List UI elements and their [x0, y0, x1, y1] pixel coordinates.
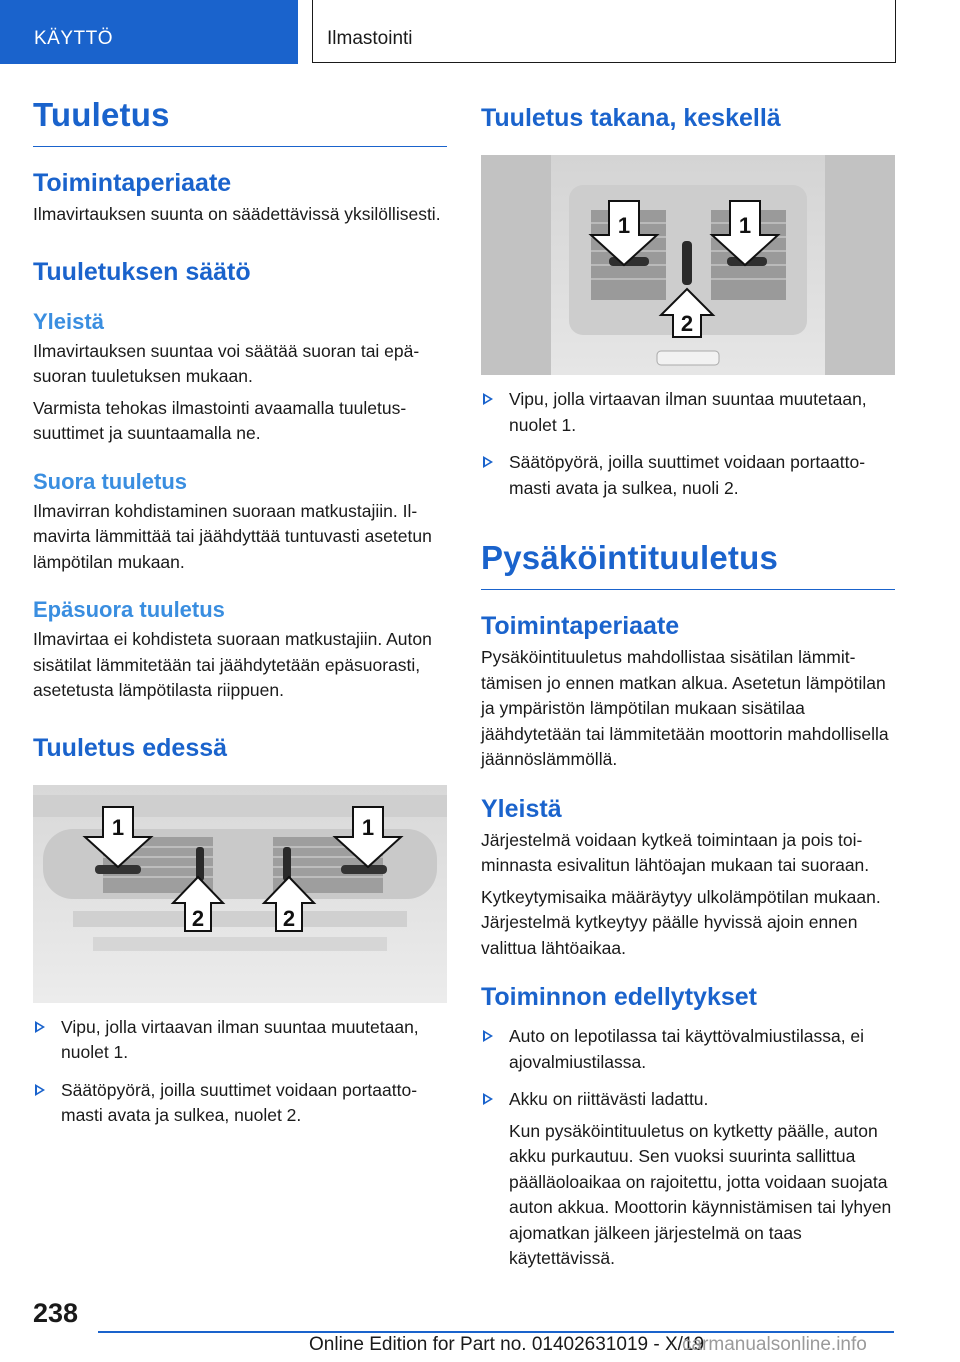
control-row [93, 937, 387, 951]
page-title-tuuletus: Tuuletus [33, 96, 447, 147]
chapter-label: KÄYTTÖ [34, 28, 114, 49]
seat-right [825, 155, 895, 375]
triangle-bullet-icon [483, 456, 493, 468]
page-number: 238 [33, 1298, 79, 1328]
heading-direct: Suora tuuletus [33, 468, 188, 494]
wheel-left [196, 847, 204, 881]
heading-right-general: Yleistä [481, 794, 562, 823]
rear-vents-list [481, 387, 895, 501]
footer-watermark: carmanualsonline.info [682, 1334, 867, 1355]
wheel-right [283, 847, 291, 881]
right-general-text-2: Kytkeytymisaika määräytyy ulkolämpötilan mukaan. Järjestelmä kytkeytyy päälle hyvissä ajoin ennen valittua lähtöaikaa. [481, 886, 881, 958]
list-item: Akku on riittävästi ladattu. Kun pysäköintituuletus on kytketty päälle, auton akku purkautuu. Sen vuoksi suurinta sallittua päälläoloaikaa on rajoitettu, jotta voidaan suojata auton akkua. Moottorin käynnistämisen tai lyhyen ajomatkan jälkeen järjestelmä on taas käytettävissä. [481, 1087, 895, 1272]
principle-text: Ilmavirtauksen suunta on säädettävissä yksilöllisesti. [33, 204, 441, 224]
triangle-bullet-icon [483, 1093, 493, 1105]
callout-2-right: 2 [282, 905, 296, 931]
section-tab [312, 0, 896, 63]
list-item: Vipu, jolla virtaavan ilman suuntaa muutetaan, nuolet 1. [481, 387, 895, 438]
chapter-tab [0, 0, 298, 64]
callout-2-left: 2 [191, 905, 205, 931]
seat-left [481, 155, 551, 375]
triangle-bullet-icon [483, 1030, 493, 1042]
triangle-bullet-icon [35, 1084, 45, 1096]
lever-right [341, 865, 387, 874]
heading-principle: Toimintaperiaate [33, 169, 232, 197]
triangle-bullet-icon [483, 393, 493, 405]
rear-socket [657, 351, 719, 365]
heading-indirect: Epäsuora tuuletus [33, 597, 225, 622]
heading-right-principle: Toimintaperiaate [481, 612, 680, 640]
page-title-pysakointituuletus: Pysäköintituuletus [481, 539, 895, 590]
rear-callout-2: 2 [680, 311, 694, 336]
rear-callout-1-left: 1 [617, 213, 631, 238]
button-row [73, 911, 407, 927]
rear-vents-figure [481, 155, 895, 375]
footer-rule [98, 1331, 894, 1333]
front-vents-list [33, 1015, 447, 1129]
dash-top [33, 795, 447, 817]
indirect-text: Ilmavirtaa ei kohdisteta suoraan matkustajiin. Auton sisätilat lämmitetään tai jäähdytetään epäsuorasti, asetetusta lämpötilasta riippuen. [33, 629, 432, 700]
right-principle-text: Pysäköintituuletus mahdollistaa sisätilan lämmittämisen jo ennen matkan alkua. Asetetun lämpötilan ja ympäristön lämpötilan mukaan sisätilaa jäähdytetään tai lämmitetään moottorin mahdollisella jäännöslämmöllä. [481, 647, 889, 769]
callout-1-left: 1 [111, 814, 125, 840]
list-item: Vipu, jolla virtaavan ilman suuntaa muutetaan, nuolet 1. [33, 1015, 447, 1066]
heading-adjust: Tuuletuksen säätö [33, 257, 251, 286]
footer-edition: Online Edition for Part no. 01402631019 - X/19 [309, 1334, 705, 1355]
heading-rear-vents: Tuuletus takana, keskellä [481, 104, 781, 132]
heading-general: Yleistä [33, 308, 104, 334]
heading-front-vents: Tuuletus edessä [33, 733, 228, 762]
callout-1-right: 1 [361, 814, 375, 840]
front-vents-figure [33, 785, 447, 1003]
heading-conditions: Toiminnon edellytykset [481, 983, 757, 1011]
conditions-list [481, 1024, 895, 1272]
list-item: Säätöpyörä, joilla suuttimet voidaan portaattomasti avata ja sulkea, nuoli 2. [481, 450, 895, 501]
rear-wheel [682, 241, 692, 285]
right-column [481, 104, 895, 1272]
general-text-2: Varmista tehokas ilmastointi avaamalla tuuletussuuttimet ja suuntaamalla ne. [33, 397, 407, 443]
right-general-text-1: Järjestelmä voidaan kytkeä toimintaan ja pois toiminnasta esivalitun lähtöajan mukaan tai suoraan. [481, 829, 870, 875]
list-item: Säätöpyörä, joilla suuttimet voidaan portaattomasti avata ja sulkea, nuolet 2. [33, 1078, 447, 1129]
rear-callout-1-right: 1 [738, 213, 752, 238]
general-text-1: Ilmavirtauksen suuntaa voi säätää suoran tai epäsuoran tuuletuksen mukaan. [33, 340, 420, 386]
direct-text: Ilmavirran kohdistaminen suoraan matkustajiin. Ilmavirta lämmittää tai jäähdyttää tuntuvasti asetetun lämpötilan mukaan. [33, 500, 432, 572]
section-label: Ilmastointi [327, 28, 413, 49]
battery-note: Kun pysäköintituuletus on kytketty päälle, auton akku purkautuu. Sen vuoksi suurinta sallittua päälläoloaikaa on rajoitettu, jotta voidaan suojata auton akkua. Moottorin käynnistämisen tai lyhyen ajomatkan jälkeen järjestelmä on taas käytettävissä. [509, 1120, 892, 1268]
triangle-bullet-icon [35, 1021, 45, 1033]
left-column [33, 96, 447, 1129]
list-item: Auto on lepotilassa tai käyttövalmiustilassa, ei ajovalmiustilassa. [481, 1024, 895, 1075]
